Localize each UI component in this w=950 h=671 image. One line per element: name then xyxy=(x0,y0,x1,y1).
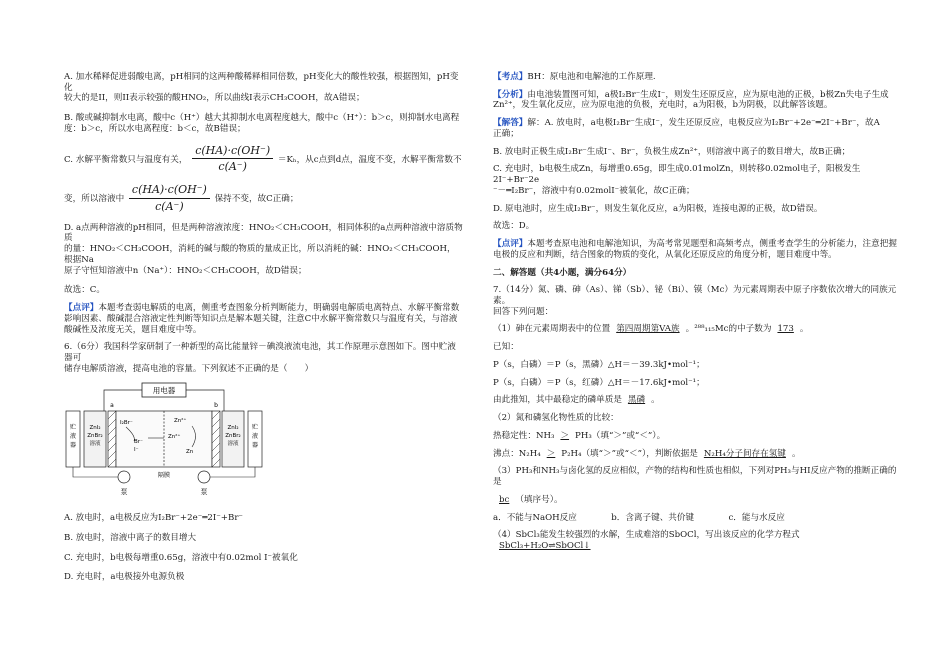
option-c-explain: C. 水解平衡常数只与温度有关， $\frac{c(HA)\cdot c(OH^-)}{c(A^-)}$ ＝Kₕ，从c点到d点，温度不变，水解平衡常数不 xyxy=(64,143,462,174)
kaodian: 【考点】BH：原电池和电解池的工作原理. xyxy=(493,72,656,82)
answer-d: 故选：D。 xyxy=(493,221,535,232)
svg-text:ZnBr₂: ZnBr₂ xyxy=(225,433,241,440)
svg-text:I⁻: I⁻ xyxy=(134,447,139,454)
svg-text:b: b xyxy=(214,402,218,410)
svg-text:液: 液 xyxy=(69,433,77,441)
q7-part-3-answer: bc （填序号）。 xyxy=(499,494,563,505)
option-d-explain: D. a点两种溶液的pH相同，但是两种溶液浓度：HNO₂＜CH₃COOH，相同体积的a点两种溶液中溶质物质 的量：HNO₂＜CH₃COOH，消耗的碱与酸的物质的量成正比，所以消耗的碱：HNO₂＜CH₃COOH，根据Na 原子守恒知溶液中n（Na⁺）：HNO₂＜CH₃COOH，故D错误； xyxy=(64,222,463,276)
q7-part-3-options: a．不能与NaOH反应 b．含离子键、共价键 c．能与水反应 xyxy=(493,512,785,523)
svg-text:泵: 泵 xyxy=(120,488,128,497)
q7-part-4: （4）SbCl₃能发生较强烈的水解，生成难溶的SbOCl，写出该反应的化学方程式SbCl₃+H₂O⇌SbOCl↓ xyxy=(493,530,800,552)
left-pump xyxy=(118,471,130,483)
right-pump xyxy=(198,471,210,483)
question-6: 6.（6分）我国科学家研制了一种新型的高比能量锌－碘溴液流电池，其工作原理示意图如下。图中贮液器可 储存电解质溶液，提高电池的容量。下列叙述不正确的是（ ） xyxy=(64,342,456,374)
answer-c: 故选：C。 xyxy=(64,285,105,296)
svg-text:泵: 泵 xyxy=(200,488,208,497)
right-column xyxy=(493,72,901,559)
equation-1: P（s，白磷）＝P（s，黑磷）△H＝－39.3kJ•mol⁻¹； xyxy=(493,359,705,370)
svg-text:I₂Br⁻: I₂Br⁻ xyxy=(120,420,133,427)
left-solution-box xyxy=(84,411,106,467)
q6-option-c: C. 充电时，b电极每增重0.65g，溶液中有0.02mol I⁻被氧化 xyxy=(64,552,298,563)
comment-1: 【点评】本题考查弱电解质的电离，侧重考查图象分析判断能力，明确弱电解质电离特点、水解平衡常数影响因素、酸碱混合溶液定性判断等知识点是解本题关键，注意C中水解平衡常数只与温度有关，与溶液酸碱性及浓度无关，题目难度中等。 xyxy=(64,303,460,335)
q7-part-2: （2）氮和磷氢化物性质的比较： xyxy=(493,413,619,424)
jieda-c: C. 充电时，b电极生成Zn，每增重0.65g，即生成0.01molZn，则转移0.02mol电子，阳极发生2I⁻+Br⁻2e ⁻－═I₂Br⁻，溶液中有0.02molI⁻被氧化，故C正确； xyxy=(493,164,861,196)
svg-text:器: 器 xyxy=(69,442,77,450)
jieda: 【解答】解：A. 放电时，a电极I₂Br⁻生成I⁻，发生还原反应，电极反应为I₂Br⁻+2e⁻═2I⁻+Br⁻，故A 正确； xyxy=(493,118,880,139)
known-label: 已知： xyxy=(493,342,519,353)
svg-text:溶液: 溶液 xyxy=(89,441,101,448)
equation-2: P（s，白磷）＝P（s，红磷）△H＝－17.6kJ•mol⁻¹； xyxy=(493,377,705,388)
option-a-explain: A. 加水稀释促进弱酸电离，pH相同的这两种酸稀释相同倍数，pH变化大的酸性较强，根据图知，pH变化 较大的是II，则II表示较强的酸HNO₂，所以曲线I表示CH₃COOH，故A错误； xyxy=(64,72,459,104)
membrane-label: 隔膜 xyxy=(157,472,171,480)
thermo-stability: 热稳定性：NH₃ ＞ PH₃（填“＞”或“＜”）。 xyxy=(493,430,666,441)
svg-text:贮: 贮 xyxy=(69,424,77,432)
svg-text:器: 器 xyxy=(251,442,259,450)
battery-diagram-svg xyxy=(64,381,264,499)
option-b-explain: B. 酸或碱抑制水电离，酸中c（H⁺）越大其抑制水电离程度越大，酸中c（H⁺）：b＞c，则抑制水电离程 度：b＞c，所以水电离程度：b＜c，故B错误； xyxy=(64,113,460,134)
fraction-2: $\frac{c(HA)\cdot c(OH^-)}{c(A^-)}$ xyxy=(129,183,210,214)
svg-text:ZnI₂: ZnI₂ xyxy=(227,425,239,432)
svg-text:贮: 贮 xyxy=(251,424,259,432)
comment-2: 【点评】本题考查原电池和电解池知识，为高考常见题型和高频考点，侧重考查学生的分析能力，注意把握电极的反应和判断，结合图象的物质的变化，从氧化还原反应的角度分析，题目难度中等。 xyxy=(493,239,897,260)
option-c-explain-2: 变，所以溶液中 $\frac{c(HA)\cdot c(OH^-)}{c(A^-)}$ 保持不变，故C正确； xyxy=(64,183,299,213)
jieda-b: B. 放电时正极生成I₂Br⁻生成I⁻、Br⁻，负极生成Zn²⁺，则溶液中离子的数目增大，故B正确； xyxy=(493,146,851,157)
right-wire xyxy=(186,390,224,411)
svg-text:Zn²⁺: Zn²⁺ xyxy=(168,434,181,441)
q6-option-a: A. 放电时，a电极反应为I₂Br⁻+2e⁻═2I⁻+Br⁻ xyxy=(64,513,243,524)
q7-part-3: （3）PH₃和NH₃与卤化氢的反应相似，产物的结构和性质也相似，下列对PH₃与HI反应产物的推断正确的 是 xyxy=(493,466,897,488)
fenxi: 【分析】由电池装置图可知，a极I₂Br⁻生成I⁻，则发生还原反应，应为原电池的正极，b极Zn失电子生成 Zn²⁺，发生氧化反应，应为原电池的负极，充电时，a为阳极，b为阴极，以此解答该题。 xyxy=(493,89,889,111)
q6-option-b: B. 放电时，溶液中离子的数目增大 xyxy=(64,532,197,543)
svg-text:Zn: Zn xyxy=(186,449,194,456)
svg-text:溶液: 溶液 xyxy=(227,441,239,448)
fraction-1: $\frac{c(HA)\cdot c(OH^-)}{c(A^-)}$ xyxy=(192,144,273,175)
svg-text:a: a xyxy=(110,402,114,410)
battery-diagram xyxy=(64,381,464,503)
jieda-d: D. 原电池时，应生成I₂Br⁻，则发生氧化反应，a为阳极，连接电源的正极，故D错误。 xyxy=(493,203,823,214)
svg-text:液: 液 xyxy=(251,433,259,441)
svg-text:Br⁻: Br⁻ xyxy=(134,439,143,446)
stable-phosphorus: 由此推知，其中最稳定的磷单质是 黑磷 。 xyxy=(493,395,660,406)
svg-text:ZnI₂: ZnI₂ xyxy=(89,425,101,432)
svg-text:Zn²⁺: Zn²⁺ xyxy=(174,418,187,425)
left-column xyxy=(64,72,464,592)
device-label: 用电器 xyxy=(152,386,176,396)
svg-text:ZnBr₂: ZnBr₂ xyxy=(87,433,103,440)
right-solution-box xyxy=(222,411,244,467)
q6-option-d: D. 充电时，a电极接外电源负极 xyxy=(64,572,185,583)
q7-part-1: （1）砷在元素周期表中的位置 第四周期第VA族 。²⁸⁸₁₁₅Mc的中子数为 173 。 xyxy=(493,324,809,335)
boiling-point: 沸点：N₂H₄ ＞ P₂H₄（填“＞”或“＜”），判断依据是 N₂H₄分子间存在氢键 。 xyxy=(493,448,801,459)
section-heading: 二、解答题（共4小题，满分64分） xyxy=(493,267,632,278)
question-7: 7.（14分）氮、磷、砷（As）、锑（Sb）、铋（Bi）、镆（Mc）为元素周期表中原子序数依次增大的同族元素。 回答下列问题： xyxy=(493,285,897,317)
